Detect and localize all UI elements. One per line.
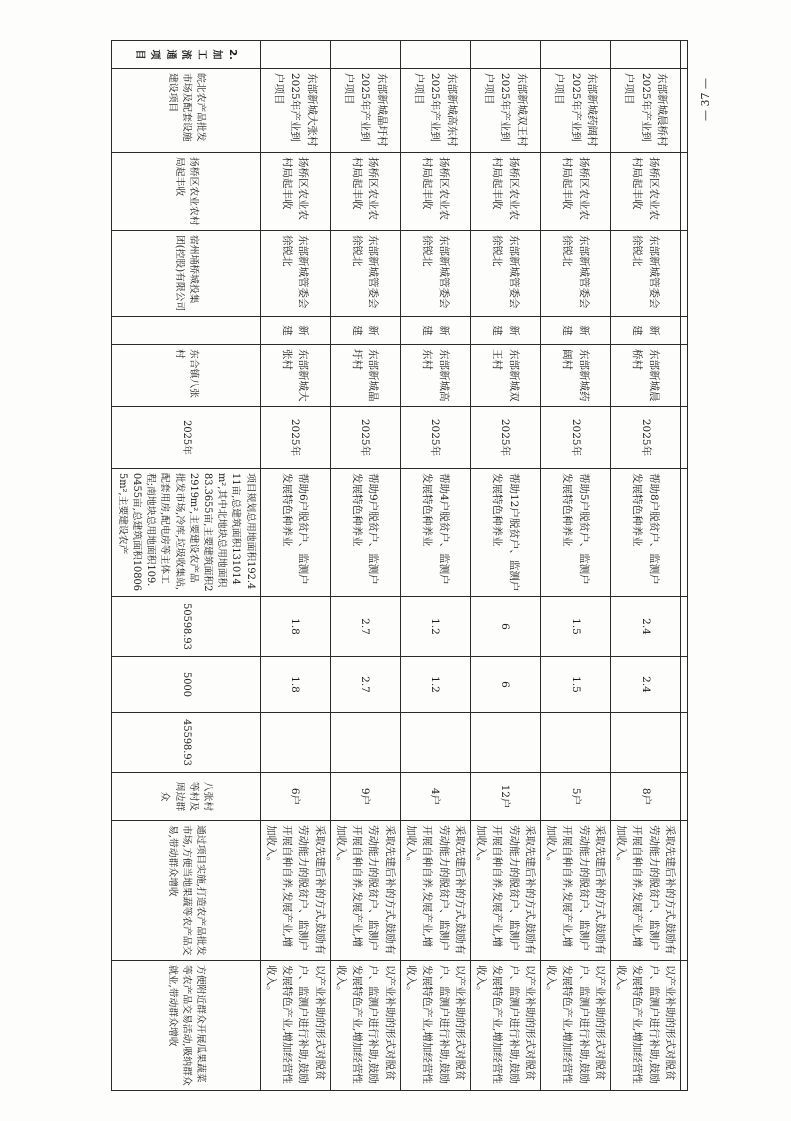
performance-goal: 以产业补助的形式对脱贫户、监测户进行补助,鼓励发展特色产业,增加经营性收入。 xyxy=(540,961,610,1091)
project-content: 项目规划总用地面积192.411亩,总建筑面积131014m²,其中北地块总用地面积83.3655亩,主要建筑面积22919m²,主要建设农产品批发市场,冷库,垃圾收集站,配套用房,配电房等主体工程;南地块总用地面积109.0455亩,总建筑面积108065m²,主要建设农产 xyxy=(111,469,260,597)
total-investment: 2.4 xyxy=(610,597,680,657)
construction-type: 新建 xyxy=(330,317,400,345)
row-blank-cell xyxy=(400,41,470,69)
row-blank-cell xyxy=(610,41,680,69)
self-raised-fund: 45598.93 xyxy=(111,713,260,773)
owner-unit: 扬桥区农业农村局起丰收 xyxy=(470,153,540,231)
beneficiaries: 8户 xyxy=(610,773,680,821)
total-investment: 6 xyxy=(470,597,540,657)
benefit-mechanism: 通过项目实施,打造农产品批发市场,方便当地果蔬等农产品交易,带动群众增收 xyxy=(111,821,260,961)
page-number: — 37 — xyxy=(699,78,712,121)
performance-goal: 以产业补助的形式对脱贫户、监测户进行补助,鼓励发展特色产业,增加经营性收入。 xyxy=(470,961,540,1091)
total-investment: 2.7 xyxy=(330,597,400,657)
table-row xyxy=(540,41,610,1091)
total-investment: 1.5 xyxy=(540,597,610,657)
project-content: 帮助6户脱贫户、监测户发展特色种养业 xyxy=(260,469,330,597)
benefit-mechanism: 采取先建后补的方式,鼓励有劳动能力的脱贫户、监测户开展自种自养,发展产业,增加收入。 xyxy=(470,821,540,961)
project-content: 帮助5户脱贫户、监测户发展特色种养业 xyxy=(540,469,610,597)
construction-type: 新建 xyxy=(260,317,330,345)
completion-time: 2025年 xyxy=(610,407,680,469)
benefit-mechanism: 采取先建后补的方式,鼓励有劳动能力的脱贫户、监测户开展自种自养,发展产业,增加收入。 xyxy=(540,821,610,961)
table-top-strip xyxy=(681,41,688,1091)
completion-time: 2025年 xyxy=(540,407,610,469)
fiscal-fund: 2.4 xyxy=(610,657,680,713)
project-name: 皖北农产品批发市场及配套设施建设项目 xyxy=(111,69,260,153)
total-investment: 50598.93 xyxy=(111,597,260,657)
self-raised-fund xyxy=(540,713,610,773)
performance-goal: 以产业补助的形式对脱贫户、监测户进行补助,鼓励发展特色产业,增加经营性收入。 xyxy=(400,961,470,1091)
construction-type: 新建 xyxy=(610,317,680,345)
owner-unit: 扬桥区农业农村局起丰收 xyxy=(540,153,610,231)
owner-unit: 扬桥区农业农村局起丰收 xyxy=(111,153,260,231)
implementing-unit: 东部新城管委会徐锐北 xyxy=(540,231,610,317)
project-table xyxy=(111,40,688,1091)
project-content: 帮助4户脱贫户、监测户发展特色种养业 xyxy=(400,469,470,597)
location: 东部新城药阔村 xyxy=(540,345,610,407)
fiscal-fund: 2.7 xyxy=(330,657,400,713)
beneficiaries: 八张村等村及周边群众 xyxy=(111,773,260,821)
row-blank-cell xyxy=(470,41,540,69)
self-raised-fund xyxy=(610,713,680,773)
benefit-mechanism: 采取先建后补的方式,鼓励有劳动能力的脱贫户、监测户开展自种自养,发展产业,增加收入。 xyxy=(330,821,400,961)
implementing-unit: 宿州埇桥城投集团(控股)有限公司 xyxy=(111,231,260,317)
fiscal-fund: 1.5 xyxy=(540,657,610,713)
table-row xyxy=(330,41,400,1091)
project-name: 东部新城高东村2025年产业到户项目 xyxy=(400,69,470,153)
table-row xyxy=(470,41,540,1091)
table-row xyxy=(400,41,470,1091)
location: 东部新城晨桥村 xyxy=(610,345,680,407)
total-investment: 1.8 xyxy=(260,597,330,657)
project-name: 东部新城晶圩村2025年产业到户项目 xyxy=(330,69,400,153)
project-name: 东部新城药阔村2025年产业到户项目 xyxy=(540,69,610,153)
construction-type: 新建 xyxy=(400,317,470,345)
owner-unit: 扬桥区农业农村局起丰收 xyxy=(400,153,470,231)
beneficiaries: 9户 xyxy=(330,773,400,821)
performance-goal: 以产业补助的形式对脱贫户、监测户进行补助,鼓励发展特色产业,增加经营性收入。 xyxy=(610,961,680,1091)
location: 东部新城高东村 xyxy=(400,345,470,407)
implementing-unit: 东部新城管委会徐锐北 xyxy=(400,231,470,317)
beneficiaries: 5户 xyxy=(540,773,610,821)
completion-time: 2025年 xyxy=(470,407,540,469)
row-blank-cell xyxy=(330,41,400,69)
construction-type: 新建 xyxy=(470,317,540,345)
implementing-unit: 东部新城管委会徐锐北 xyxy=(610,231,680,317)
project-name: 东部新城双王村2025年产业到户项目 xyxy=(470,69,540,153)
fiscal-fund: 1.8 xyxy=(260,657,330,713)
performance-goal: 方便附近群众开展瓜果蔬菜等农产品交易活动,吸纳群众就业,带动群众增收 xyxy=(111,961,260,1091)
self-raised-fund xyxy=(330,713,400,773)
location: 东部新城双王村 xyxy=(470,345,540,407)
benefit-mechanism: 采取先建后补的方式,鼓励有劳动能力的脱贫户、监测户开展自种自养,发展产业,增加收入。 xyxy=(400,821,470,961)
self-raised-fund xyxy=(260,713,330,773)
location: 东部新城大张村 xyxy=(260,345,330,407)
table-row xyxy=(260,41,330,1091)
beneficiaries: 4户 xyxy=(400,773,470,821)
benefit-mechanism: 采取先建后补的方式,鼓励有劳动能力的脱贫户、监测户开展自种自养,发展产业,增加收入。 xyxy=(260,821,330,961)
performance-goal: 以产业补助的形式对脱贫户、监测户进行补助,鼓励发展特色产业,增加经营性收入。 xyxy=(330,961,400,1091)
table-row xyxy=(610,41,680,1091)
total-investment: 1.2 xyxy=(400,597,470,657)
rotated-table-frame xyxy=(88,40,688,1090)
row-blank-cell xyxy=(260,41,330,69)
completion-time: 2025年 xyxy=(111,407,260,469)
implementing-unit: 东部新城管委会徐锐北 xyxy=(260,231,330,317)
construction-type xyxy=(111,317,260,345)
project-content: 帮助9户脱贫户、监测户发展特色种养业 xyxy=(330,469,400,597)
implementing-unit: 东部新城管委会徐锐北 xyxy=(470,231,540,317)
benefit-mechanism: 采取先建后补的方式,鼓励有劳动能力的脱贫户、监测户开展自种自养,发展产业,增加收入。 xyxy=(610,821,680,961)
project-content: 帮助12户脱贫户、监测户发展特色种养业 xyxy=(470,469,540,597)
performance-goal: 以产业补助的形式对脱贫户、监测户进行补助,鼓励发展特色产业,增加经营性收入。 xyxy=(260,961,330,1091)
project-name: 东部新城大张村2025年产业到户项目 xyxy=(260,69,330,153)
row-blank-cell xyxy=(540,41,610,69)
section-row xyxy=(111,41,260,1091)
completion-time: 2025年 xyxy=(260,407,330,469)
fiscal-fund: 1.2 xyxy=(400,657,470,713)
construction-type: 新建 xyxy=(540,317,610,345)
fiscal-fund: 6 xyxy=(470,657,540,713)
owner-unit: 扬桥区农业农村局起丰收 xyxy=(610,153,680,231)
project-name: 东部新城晨桥村2025年产业到户项目 xyxy=(610,69,680,153)
owner-unit: 扬桥区农业农村局起丰收 xyxy=(260,153,330,231)
implementing-unit: 东部新城管委会徐锐北 xyxy=(330,231,400,317)
fiscal-fund: 5000 xyxy=(111,657,260,713)
self-raised-fund xyxy=(400,713,470,773)
owner-unit: 扬桥区农业农村局起丰收 xyxy=(330,153,400,231)
project-content: 帮助8户脱贫户、监测户发展特色种养业 xyxy=(610,469,680,597)
section-label: 2.加工流通项目 xyxy=(111,41,260,69)
location: 东部新城晶圩村 xyxy=(330,345,400,407)
completion-time: 2025年 xyxy=(400,407,470,469)
beneficiaries: 6户 xyxy=(260,773,330,821)
beneficiaries: 12户 xyxy=(470,773,540,821)
completion-time: 2025年 xyxy=(330,407,400,469)
location: 东合镇八张村 xyxy=(111,345,260,407)
self-raised-fund xyxy=(470,713,540,773)
